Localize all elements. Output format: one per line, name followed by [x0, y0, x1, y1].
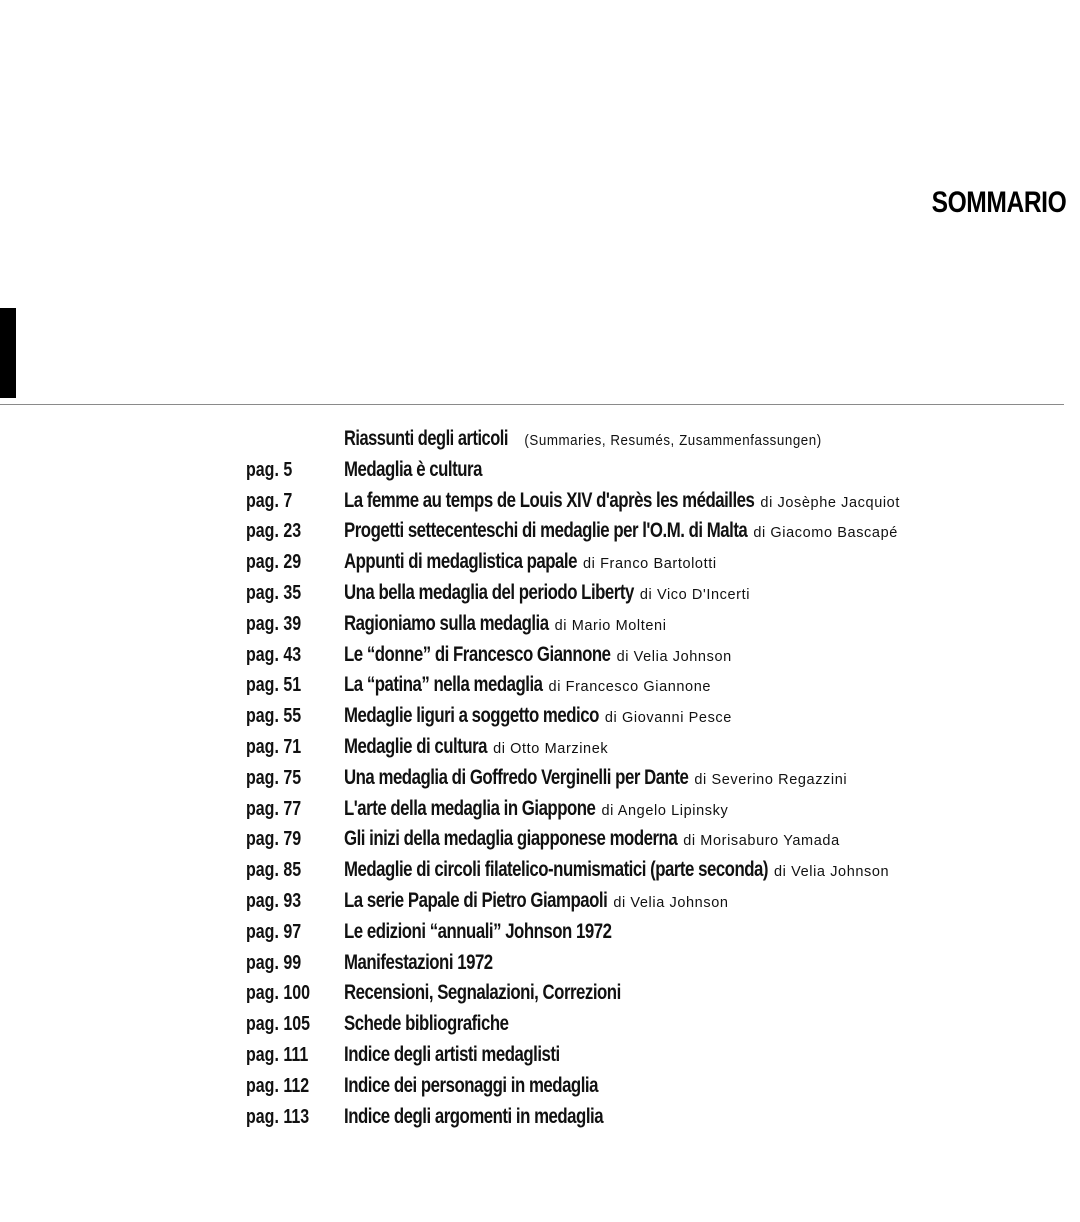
toc-entry: [344, 917, 611, 949]
toc-entry-text: [344, 763, 847, 795]
toc-entry-author: di Francesco Giannone: [548, 679, 712, 696]
toc-page-number: pag. 43: [246, 643, 302, 666]
toc-page-number: pag. 99: [246, 951, 302, 974]
toc-entry-author: di Mario Molteni: [554, 617, 667, 634]
toc-entry: [344, 609, 667, 641]
toc-page-number: pag. 71: [246, 735, 302, 758]
toc-entry: [344, 701, 732, 733]
toc-entry-list: [0, 455, 1080, 1133]
toc-entry-title: Una bella medaglia del periodo Liberty: [344, 580, 634, 604]
toc-entry-text: [344, 794, 728, 826]
toc-entry-title: Gli inizi della medaglia giapponese moderna: [344, 827, 678, 851]
toc-entry-author: di Velia Johnson: [613, 894, 729, 911]
toc-page-number: pag. 23: [246, 520, 302, 543]
toc-row: [0, 855, 1080, 886]
toc-row: [0, 1040, 1080, 1071]
toc-row: [0, 948, 1080, 979]
toc-page-number: pag. 77: [246, 797, 302, 820]
toc-row: [0, 455, 1080, 486]
toc-entry: [344, 1071, 598, 1103]
toc-row: [0, 1009, 1080, 1040]
toc-page-number: pag. 100: [246, 982, 311, 1005]
toc-page-number: pag. 113: [246, 1105, 310, 1128]
toc-entry: [344, 732, 608, 764]
toc-entry-author: di Giacomo Bascapé: [753, 525, 898, 542]
toc-row: [0, 486, 1080, 517]
toc-page-number: pag. 93: [246, 889, 302, 912]
toc-entry-author: di Angelo Lipinsky: [601, 802, 729, 819]
toc-row: [0, 547, 1080, 578]
toc-entry-title: Ragioniamo sulla medaglia: [344, 611, 549, 635]
toc-entry-text: [344, 455, 482, 487]
toc-entry-text: [344, 1102, 603, 1134]
toc-row: [0, 763, 1080, 794]
toc-entry-title: Progetti settecenteschi di medaglie per l'O.M. di Malta: [344, 519, 748, 543]
page-title: SOMMARIO: [931, 186, 1066, 219]
toc-page-number: pag. 97: [246, 920, 302, 943]
toc-entry-author: di Severino Regazzini: [694, 771, 848, 788]
toc-entry: [344, 886, 729, 918]
toc-page-number: pag. 79: [246, 828, 302, 851]
toc-entry-author: di Velia Johnson: [774, 864, 890, 881]
toc-page-number: pag. 112: [246, 1074, 310, 1097]
toc-entry-text: [344, 609, 667, 641]
toc-row: [0, 917, 1080, 948]
horizontal-rule: [0, 404, 1064, 405]
toc-page-number: pag. 75: [246, 766, 302, 789]
toc-row: [0, 701, 1080, 732]
toc-row: [0, 1102, 1080, 1133]
toc-entry-title: Indice degli argomenti in medaglia: [344, 1104, 604, 1128]
toc-entry-author: di Velia Johnson: [616, 648, 732, 665]
toc-entry: [344, 1040, 560, 1072]
toc-row: [0, 516, 1080, 547]
toc-entry-text: [344, 824, 840, 856]
toc-entry-title: L'arte della medaglia in Giappone: [344, 796, 596, 820]
toc-entry-text: [344, 701, 732, 733]
toc-entry-text: [344, 917, 611, 949]
toc-row: [0, 978, 1080, 1009]
table-of-contents: [0, 424, 1080, 1132]
toc-page-number: pag. 51: [246, 674, 302, 697]
toc-entry-text: [344, 547, 717, 579]
toc-entry: [344, 1102, 603, 1134]
toc-entry-text: [344, 886, 729, 918]
toc-entry-title: La serie Papale di Pietro Giampaoli: [344, 888, 608, 912]
toc-row: [0, 824, 1080, 855]
toc-entry: [344, 794, 728, 826]
toc-entry: [344, 670, 711, 702]
toc-entry-text: [344, 978, 621, 1010]
toc-entry-author: di Giovanni Pesce: [604, 710, 732, 727]
edge-marker-bar: [0, 308, 16, 398]
toc-entry-text: [344, 1009, 509, 1041]
toc-entry-title: Medaglie di circoli filatelico-numismatici (parte seconda): [344, 858, 769, 882]
toc-entry-title: La “patina” nella medaglia: [344, 673, 543, 697]
toc-entry-text: [344, 516, 898, 548]
toc-entry-title: Indice degli artisti medaglisti: [344, 1042, 560, 1066]
toc-page-number: pag. 55: [246, 705, 302, 728]
toc-entry-author: di Josèphe Jacquiot: [760, 494, 900, 511]
toc-entry-text: [344, 855, 889, 887]
toc-entry: [344, 948, 493, 980]
toc-entry-title: Una medaglia di Goffredo Verginelli per Dante: [344, 765, 689, 789]
toc-entry-title: Manifestazioni 1972: [344, 950, 493, 974]
toc-entry-text: [344, 948, 493, 980]
toc-entry: [344, 486, 900, 518]
toc-row: [0, 670, 1080, 701]
toc-intro-row: [0, 424, 1080, 455]
toc-intro-note: (Summaries, Resumés, Zusammenfassungen): [524, 433, 822, 449]
toc-row: [0, 1071, 1080, 1102]
toc-row: [0, 609, 1080, 640]
toc-entry-author: di Franco Bartolotti: [582, 556, 717, 573]
toc-row: [0, 794, 1080, 825]
toc-page-number: pag. 111: [246, 1043, 309, 1066]
toc-page-number: pag. 29: [246, 551, 302, 574]
toc-entry-text: [344, 640, 732, 672]
toc-entry-title: Appunti di medaglistica papale: [344, 550, 577, 574]
toc-entry-author: di Otto Marzinek: [493, 740, 609, 757]
toc-entry: [344, 547, 717, 579]
toc-row: [0, 886, 1080, 917]
toc-entry-text: [344, 1040, 560, 1072]
toc-intro-text: [344, 424, 822, 456]
toc-entry-author: di Morisaburo Yamada: [683, 833, 840, 850]
toc-entry-title: Medaglie di cultura: [344, 734, 488, 758]
toc-page-number: pag. 39: [246, 612, 302, 635]
toc-entry-text: [344, 486, 900, 518]
toc-page-number: pag. 105: [246, 1013, 311, 1036]
toc-intro-entry: [344, 424, 863, 456]
toc-entry-text: [344, 1071, 598, 1103]
toc-entry-title: Le “donne” di Francesco Giannone: [344, 642, 611, 666]
toc-entry-title: Schede bibliografiche: [344, 1012, 509, 1036]
toc-entry-author: di Vico D'Incerti: [639, 586, 751, 603]
toc-entry-title: La femme au temps de Louis XIV d'après les médailles: [344, 488, 755, 512]
toc-entry: [344, 855, 889, 887]
toc-page-number: pag. 7: [246, 489, 293, 512]
toc-page-number: pag. 35: [246, 581, 302, 604]
toc-entry: [344, 978, 621, 1010]
toc-entry: [344, 640, 732, 672]
toc-entry-title: Le edizioni “annuali” Johnson 1972: [344, 919, 612, 943]
toc-row: [0, 578, 1080, 609]
toc-entry-title: Indice dei personaggi in medaglia: [344, 1073, 598, 1097]
toc-intro-title: Riassunti degli articoli: [344, 427, 508, 450]
toc-row: [0, 732, 1080, 763]
toc-entry: [344, 455, 482, 487]
toc-entry: [344, 763, 847, 795]
toc-entry-text: [344, 578, 750, 610]
toc-entry: [344, 516, 898, 548]
toc-entry-text: [344, 670, 711, 702]
toc-entry-title: Medaglia è cultura: [344, 457, 482, 481]
toc-row: [0, 640, 1080, 671]
toc-entry: [344, 578, 750, 610]
toc-entry: [344, 824, 840, 856]
toc-entry-text: [344, 732, 608, 764]
toc-page-number: pag. 85: [246, 859, 302, 882]
toc-entry: [344, 1009, 509, 1041]
toc-entry-title: Medaglie liguri a soggetto medico: [344, 704, 599, 728]
toc-entry-title: Recensioni, Segnalazioni, Correzioni: [344, 981, 621, 1005]
toc-page-number: pag. 5: [246, 458, 293, 481]
